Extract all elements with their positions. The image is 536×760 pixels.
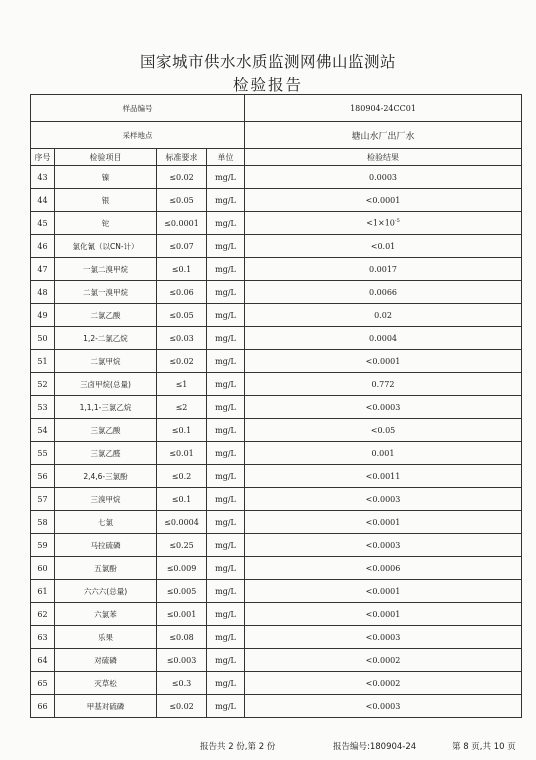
test-result: <0.0001 <box>245 603 522 626</box>
table-row <box>31 373 522 396</box>
col-header-no: 序号 <box>31 149 55 166</box>
test-item: 二氯甲烷 <box>55 350 157 373</box>
footer-page-number: 第 8 页,共 10 页 <box>452 742 516 752</box>
col-header-item: 检验项目 <box>55 149 157 166</box>
footer-copies: 报告共 2 份,第 2 份 <box>200 742 276 752</box>
row-number: 66 <box>31 695 55 718</box>
standard-requirement: ≤0.07 <box>157 235 207 258</box>
standard-requirement: ≤0.02 <box>157 166 207 189</box>
report-subtitle: 检验报告 <box>232 76 303 94</box>
test-item: 镍 <box>55 166 157 189</box>
test-result: 0.772 <box>245 373 522 396</box>
standard-requirement: ≤0.25 <box>157 534 207 557</box>
row-number: 49 <box>31 304 55 327</box>
unit: mg/L <box>207 649 245 672</box>
test-result: <0.0011 <box>245 465 522 488</box>
unit: mg/L <box>207 511 245 534</box>
unit: mg/L <box>207 695 245 718</box>
test-item: 三氯乙酸 <box>55 419 157 442</box>
unit: mg/L <box>207 350 245 373</box>
row-number: 65 <box>31 672 55 695</box>
test-item: 三卤甲烷(总量) <box>55 373 157 396</box>
table-row <box>31 557 522 580</box>
test-item: 氯化氰（以CN-计） <box>55 235 157 258</box>
standard-requirement: ≤0.003 <box>157 649 207 672</box>
row-number: 48 <box>31 281 55 304</box>
test-result: <0.0001 <box>245 511 522 534</box>
table-row <box>31 166 522 189</box>
test-item: 六六六(总量) <box>55 580 157 603</box>
unit: mg/L <box>207 626 245 649</box>
standard-requirement: ≤0.06 <box>157 281 207 304</box>
table-row <box>31 258 522 281</box>
unit: mg/L <box>207 534 245 557</box>
column-header-row <box>31 149 522 166</box>
table-row <box>31 304 522 327</box>
test-item: 乐果 <box>55 626 157 649</box>
unit: mg/L <box>207 488 245 511</box>
unit: mg/L <box>207 672 245 695</box>
report-title: 国家城市供水水质监测网佛山监测站 <box>139 53 396 71</box>
table-row <box>31 189 522 212</box>
test-item: 三溴甲烷 <box>55 488 157 511</box>
row-number: 56 <box>31 465 55 488</box>
table-row <box>31 672 522 695</box>
test-result: <0.0003 <box>245 488 522 511</box>
unit: mg/L <box>207 258 245 281</box>
unit: mg/L <box>207 212 245 235</box>
sampling-location-label: 采样地点 <box>31 122 245 149</box>
sampling-location-row <box>31 122 522 149</box>
table-row <box>31 488 522 511</box>
unit: mg/L <box>207 373 245 396</box>
test-item: 六氯苯 <box>55 603 157 626</box>
test-result: 0.02 <box>245 304 522 327</box>
unit: mg/L <box>207 557 245 580</box>
row-number: 60 <box>31 557 55 580</box>
table-row <box>31 534 522 557</box>
unit: mg/L <box>207 465 245 488</box>
test-result: <0.0002 <box>245 649 522 672</box>
test-result: <0.0003 <box>245 626 522 649</box>
row-number: 46 <box>31 235 55 258</box>
unit: mg/L <box>207 580 245 603</box>
standard-requirement: ≤2 <box>157 396 207 419</box>
results-table <box>30 94 522 718</box>
footer-report-number: 报告编号:180904-24 <box>333 742 417 752</box>
row-number: 54 <box>31 419 55 442</box>
standard-requirement: ≤0.0004 <box>157 511 207 534</box>
row-number: 57 <box>31 488 55 511</box>
row-number: 58 <box>31 511 55 534</box>
test-result: <0.0001 <box>245 189 522 212</box>
standard-requirement: ≤0.1 <box>157 488 207 511</box>
row-number: 50 <box>31 327 55 350</box>
table-row <box>31 465 522 488</box>
unit: mg/L <box>207 166 245 189</box>
row-number: 51 <box>31 350 55 373</box>
sample-number-row <box>31 95 522 122</box>
sample-number-value: 180904-24CC01 <box>245 95 522 122</box>
sample-number-label: 样品编号 <box>31 95 245 122</box>
test-item: 马拉硫磷 <box>55 534 157 557</box>
test-item: 二氯一溴甲烷 <box>55 281 157 304</box>
table-row <box>31 695 522 718</box>
test-item: 二氯乙酸 <box>55 304 157 327</box>
test-item: 对硫磷 <box>55 649 157 672</box>
test-result: <0.0001 <box>245 350 522 373</box>
unit: mg/L <box>207 281 245 304</box>
standard-requirement: ≤0.1 <box>157 258 207 281</box>
test-item: 2,4,6-三氯酚 <box>55 465 157 488</box>
table-row <box>31 212 522 235</box>
standard-requirement: ≤0.05 <box>157 304 207 327</box>
test-item: 灭草松 <box>55 672 157 695</box>
test-result: <0.0003 <box>245 396 522 419</box>
test-result: 0.0004 <box>245 327 522 350</box>
test-result: <0.0006 <box>245 557 522 580</box>
standard-requirement: ≤0.02 <box>157 695 207 718</box>
test-result: 0.0003 <box>245 166 522 189</box>
row-number: 43 <box>31 166 55 189</box>
row-number: 62 <box>31 603 55 626</box>
test-result: <0.05 <box>245 419 522 442</box>
standard-requirement: ≤0.01 <box>157 442 207 465</box>
row-number: 52 <box>31 373 55 396</box>
test-item: 1,1,1-三氯乙烷 <box>55 396 157 419</box>
table-row <box>31 580 522 603</box>
test-result: <0.0001 <box>245 580 522 603</box>
standard-requirement: ≤0.001 <box>157 603 207 626</box>
unit: mg/L <box>207 189 245 212</box>
test-item: 一氯二溴甲烷 <box>55 258 157 281</box>
test-item: 五氯酚 <box>55 557 157 580</box>
test-result: <0.0003 <box>245 695 522 718</box>
unit: mg/L <box>207 603 245 626</box>
sampling-location-value: 塘山水厂出厂水 <box>245 122 522 149</box>
test-result: 0.001 <box>245 442 522 465</box>
standard-requirement: ≤0.1 <box>157 419 207 442</box>
table-row <box>31 350 522 373</box>
row-number: 47 <box>31 258 55 281</box>
unit: mg/L <box>207 235 245 258</box>
unit: mg/L <box>207 442 245 465</box>
test-item: 三氯乙醛 <box>55 442 157 465</box>
test-item: 铊 <box>55 212 157 235</box>
col-header-result: 检验结果 <box>245 149 522 166</box>
test-item: 1,2-二氯乙烷 <box>55 327 157 350</box>
row-number: 63 <box>31 626 55 649</box>
table-row <box>31 235 522 258</box>
table-row <box>31 419 522 442</box>
test-result: 0.0017 <box>245 258 522 281</box>
table-row <box>31 511 522 534</box>
standard-requirement: ≤0.0001 <box>157 212 207 235</box>
test-result: <0.0002 <box>245 672 522 695</box>
table-row <box>31 603 522 626</box>
test-item: 甲基对硫磷 <box>55 695 157 718</box>
table-row <box>31 396 522 419</box>
test-result: <0.0003 <box>245 534 522 557</box>
unit: mg/L <box>207 304 245 327</box>
standard-requirement: ≤0.08 <box>157 626 207 649</box>
test-item: 银 <box>55 189 157 212</box>
test-result: 0.0066 <box>245 281 522 304</box>
row-number: 44 <box>31 189 55 212</box>
standard-requirement: ≤0.005 <box>157 580 207 603</box>
standard-requirement: ≤1 <box>157 373 207 396</box>
table-row <box>31 281 522 304</box>
result-exponent: -5 <box>394 218 400 225</box>
row-number: 64 <box>31 649 55 672</box>
standard-requirement: ≤0.05 <box>157 189 207 212</box>
standard-requirement: ≤0.3 <box>157 672 207 695</box>
test-result: <0.01 <box>245 235 522 258</box>
standard-requirement: ≤0.03 <box>157 327 207 350</box>
unit: mg/L <box>207 419 245 442</box>
standard-requirement: ≤0.009 <box>157 557 207 580</box>
row-number: 45 <box>31 212 55 235</box>
test-result: $<1\times 10^{-5}$ <box>245 212 522 235</box>
standard-requirement: ≤0.02 <box>157 350 207 373</box>
test-item: 七氯 <box>55 511 157 534</box>
row-number: 53 <box>31 396 55 419</box>
table-row <box>31 626 522 649</box>
unit: mg/L <box>207 327 245 350</box>
unit: mg/L <box>207 396 245 419</box>
table-row <box>31 649 522 672</box>
row-number: 59 <box>31 534 55 557</box>
table-row <box>31 327 522 350</box>
col-header-std: 标准要求 <box>157 149 207 166</box>
row-number: 55 <box>31 442 55 465</box>
row-number: 61 <box>31 580 55 603</box>
standard-requirement: ≤0.2 <box>157 465 207 488</box>
col-header-unit: 单位 <box>207 149 245 166</box>
table-row <box>31 442 522 465</box>
